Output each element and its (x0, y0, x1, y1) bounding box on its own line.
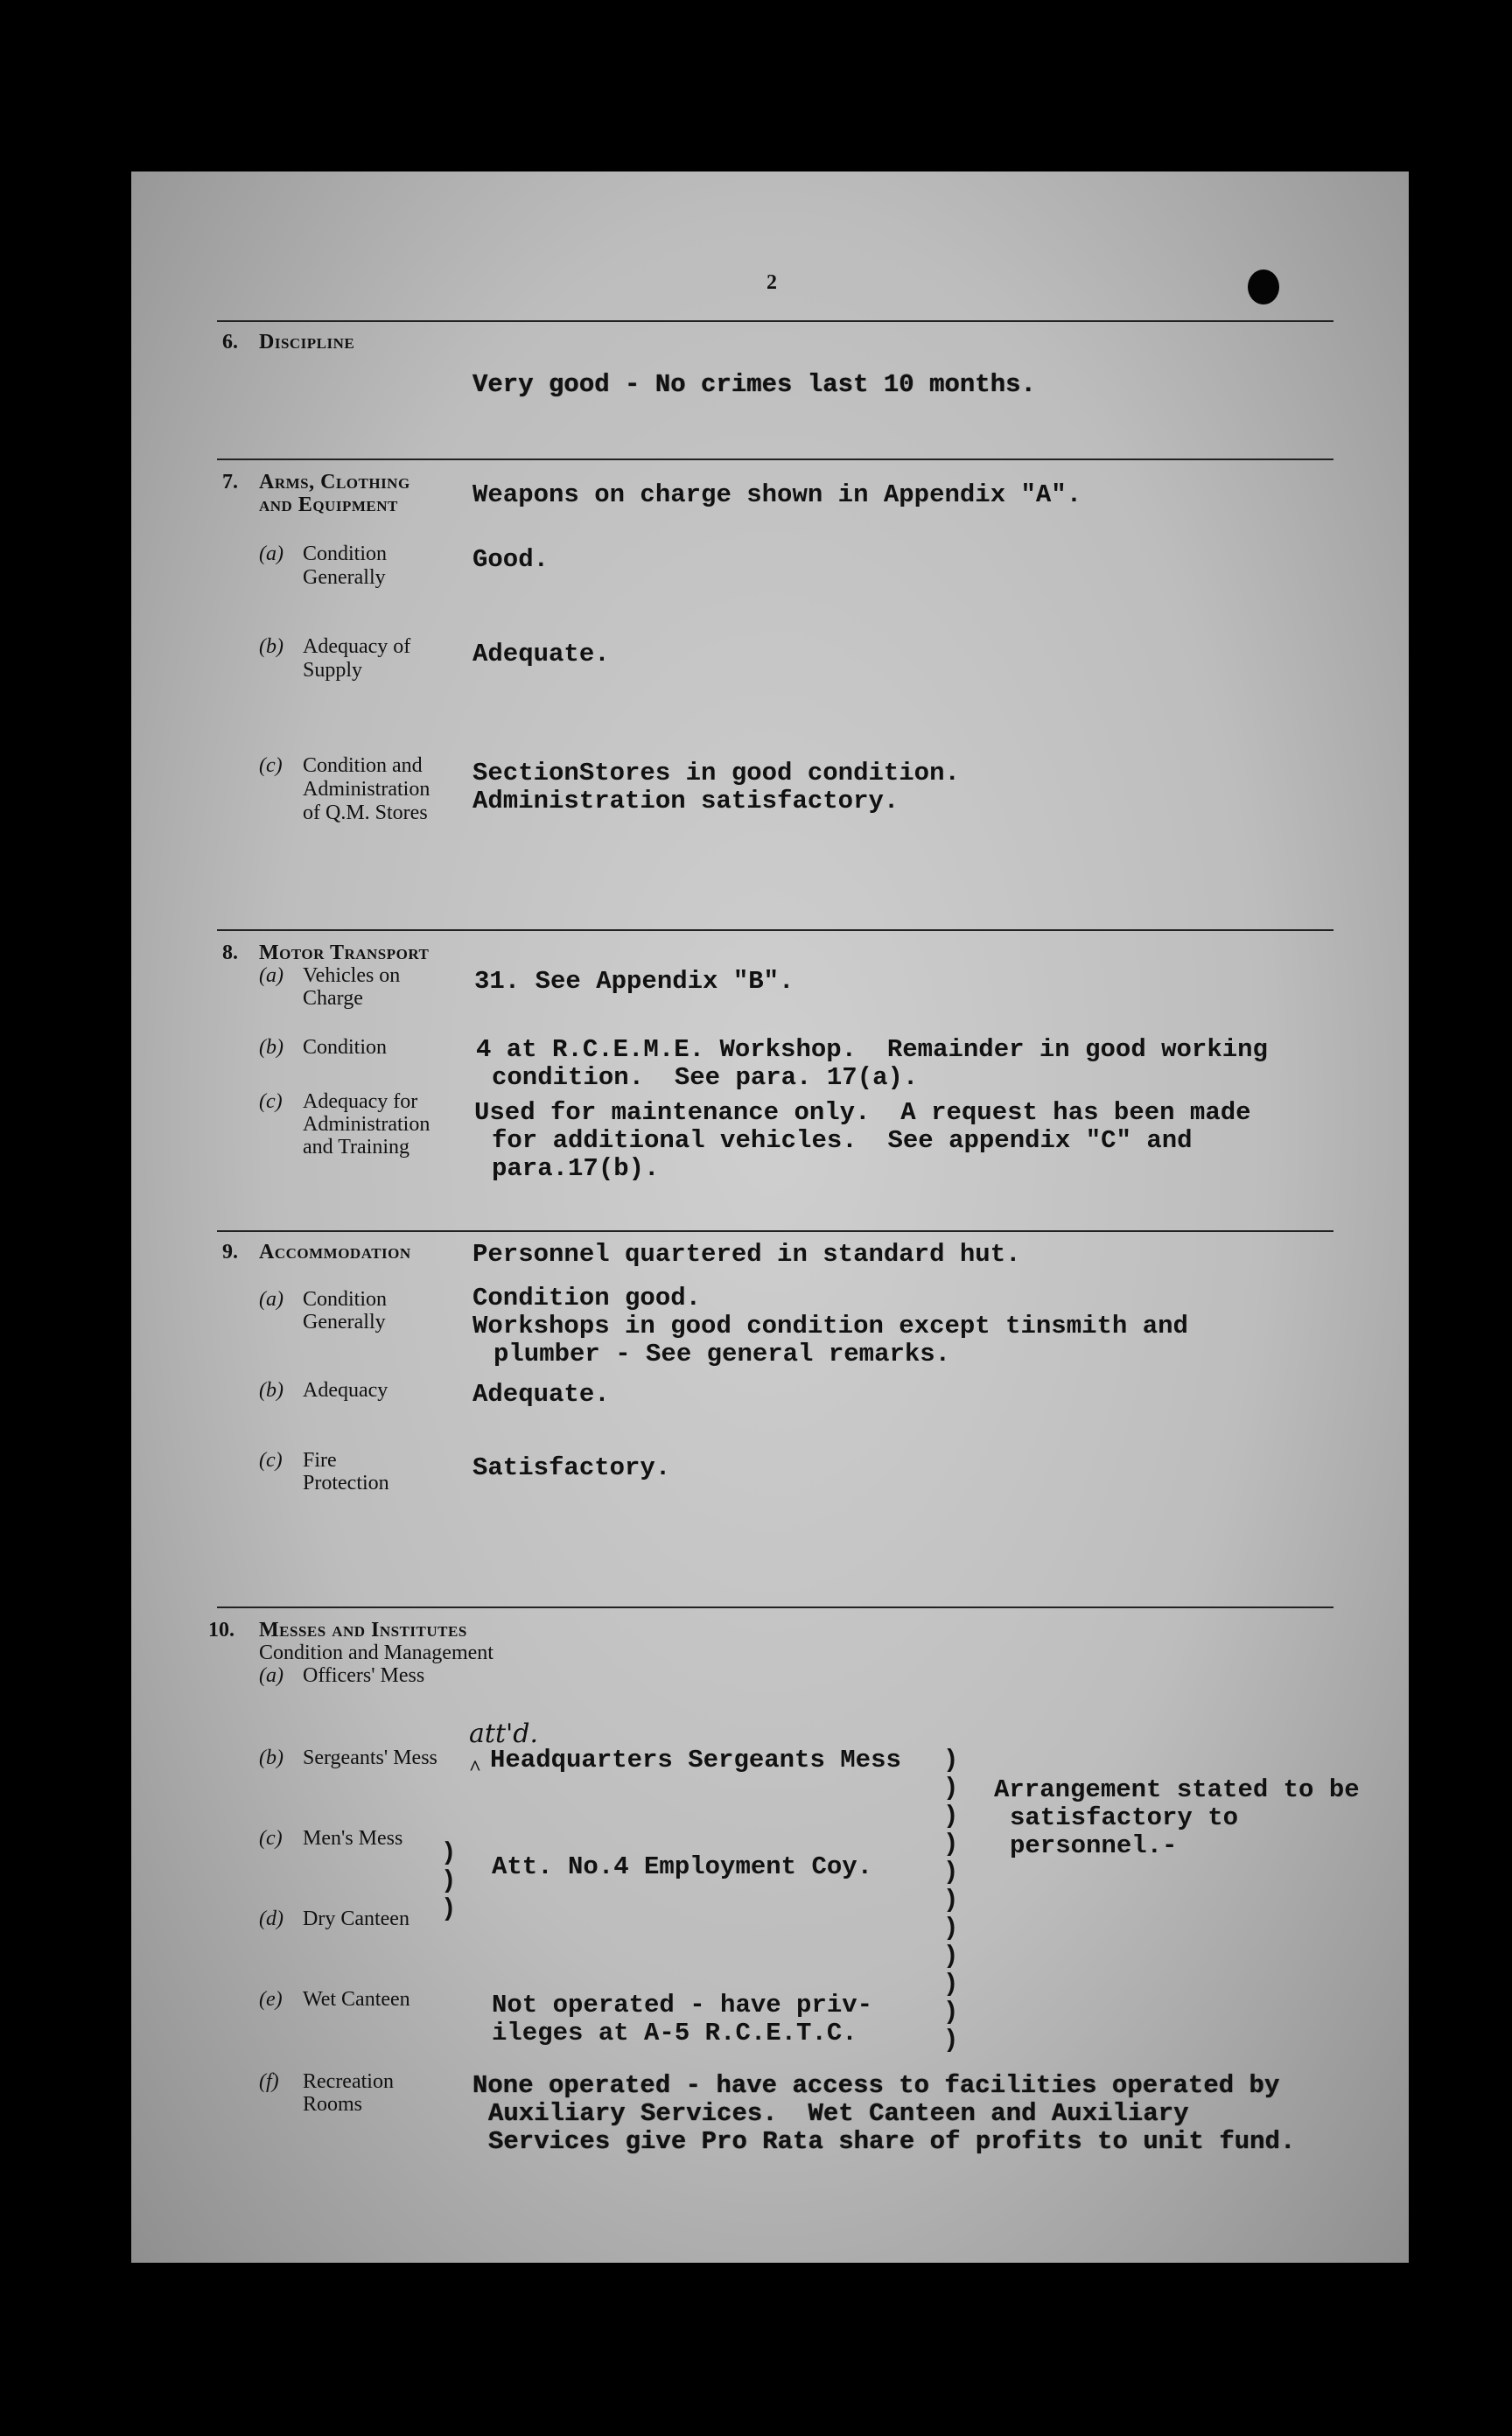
divider (217, 929, 1334, 931)
section-7-heading-line2: and Equipment (259, 494, 398, 516)
item-value: Auxiliary Services. Wet Canteen and Auxiliary (488, 2099, 1189, 2128)
item-title: Administration (303, 1113, 430, 1136)
section-7-heading-line1: Arms, Clothing (259, 471, 410, 494)
item-value: condition. See para. 17(a). (492, 1063, 919, 1092)
item-title: Wet Canteen (303, 1988, 410, 2011)
item-title: Adequacy (303, 1379, 388, 1402)
item-label: (b) (259, 1379, 284, 1402)
remark-line: satisfactory to (1010, 1803, 1239, 1832)
item-value: Att. No.4 Employment Coy. (492, 1852, 873, 1881)
section-10-subheading: Condition and Management (259, 1642, 494, 1664)
item-title: Adequacy of (303, 635, 411, 658)
item-title: Generally (303, 566, 386, 589)
section-8-heading: Motor Transport (259, 942, 430, 964)
section-6-number: 6. (222, 331, 238, 354)
item-title: Dry Canteen (303, 1908, 410, 1930)
item-label: (c) (259, 754, 283, 777)
item-label: (a) (259, 542, 284, 565)
item-title: and Training (303, 1136, 410, 1158)
item-title: Fire (303, 1449, 337, 1472)
item-value: for additional vehicles. See appendix "C" and (492, 1126, 1193, 1155)
item-value: Headquarters Sergeants Mess (490, 1746, 901, 1774)
item-value: Administration satisfactory. (472, 787, 900, 816)
handwritten-annotation: att'd. (469, 1718, 538, 1749)
bracket: ) (943, 1970, 959, 1998)
section-7-number: 7. (222, 471, 238, 494)
item-title: Generally (303, 1311, 386, 1334)
item-value: Services give Pro Rata share of profits to unit fund. (488, 2127, 1296, 2156)
bracket: ) (943, 2026, 959, 2054)
insertion-caret: ^ (469, 1757, 481, 1780)
section-9-number: 9. (222, 1241, 238, 1264)
accommodation-intro: Personnel quartered in standard hut. (472, 1240, 1021, 1269)
remark-line: Arrangement stated to be (994, 1775, 1360, 1804)
item-label: (f) (259, 2070, 279, 2093)
item-label: (c) (259, 1827, 283, 1850)
item-label: (c) (259, 1449, 283, 1472)
item-title: Adequacy for (303, 1090, 418, 1113)
section-8-number: 8. (222, 942, 238, 964)
section-6-heading: Discipline (259, 331, 355, 354)
arms-intro: Weapons on charge shown in Appendix "A". (472, 480, 1082, 509)
item-label: (a) (259, 1288, 284, 1311)
item-title: Condition (303, 1288, 388, 1311)
item-value: None operated - have access to facilities operated by (472, 2071, 1280, 2100)
divider (217, 1230, 1334, 1232)
section-9-heading: Accommodation (259, 1241, 411, 1264)
item-title: Men's Mess (303, 1827, 403, 1850)
item-title: Protection (303, 1472, 389, 1494)
item-value: Condition good. (472, 1284, 702, 1312)
item-title: of Q.M. Stores (303, 802, 428, 824)
page-number: 2 (766, 271, 777, 294)
item-title: Recreation (303, 2070, 394, 2093)
bracket: ) (943, 1746, 959, 1774)
item-title: Vehicles on (303, 964, 401, 987)
section-10-heading: Messes and Institutes (259, 1619, 467, 1642)
divider (217, 458, 1334, 460)
discipline-text: Very good - No crimes last 10 months. (472, 370, 1036, 399)
bracket: ) (943, 1774, 959, 1802)
item-title: Charge (303, 987, 363, 1010)
item-value: Used for maintenance only. A request has been made (474, 1098, 1251, 1127)
item-title: Rooms (303, 2093, 363, 2116)
divider (217, 1606, 1334, 1608)
item-label: (b) (259, 1036, 284, 1059)
item-title: Officers' Mess (303, 1664, 425, 1687)
bracket: ) (943, 1886, 959, 1914)
bracket: ) (943, 1942, 959, 1970)
item-title: Administration (303, 778, 430, 801)
bracket: ) (441, 1866, 457, 1895)
item-label: (a) (259, 1664, 284, 1687)
item-label: (b) (259, 1746, 284, 1769)
punch-hole (1248, 270, 1279, 304)
item-title: Condition and (303, 754, 423, 777)
item-value: 4 at R.C.E.M.E. Workshop. Remainder in good working (476, 1035, 1268, 1064)
item-value: ileges at A-5 R.C.E.T.C. (492, 2019, 858, 2048)
section-10-number: 10. (208, 1619, 234, 1642)
item-label: (d) (259, 1908, 284, 1930)
item-title: Condition (303, 1036, 388, 1059)
item-value: Workshops in good condition except tinsmith and (472, 1312, 1188, 1340)
bracket: ) (441, 1894, 457, 1923)
item-value: Adequate. (472, 640, 610, 668)
item-title: Condition (303, 542, 388, 565)
item-value: Good. (472, 545, 550, 574)
item-value: plumber - See general remarks. (494, 1340, 951, 1368)
item-value: 31. See Appendix "B". (474, 967, 794, 996)
item-label: (a) (259, 964, 284, 987)
item-value: SectionStores in good condition. (472, 759, 960, 788)
item-value: Not operated - have priv- (492, 1991, 873, 2020)
item-title: Sergeants' Mess (303, 1746, 438, 1769)
divider (217, 320, 1334, 322)
bracket: ) (943, 1802, 959, 1830)
item-label: (b) (259, 635, 284, 658)
bracket: ) (943, 1914, 959, 1942)
bracket: ) (943, 1830, 959, 1858)
item-value: Adequate. (472, 1380, 610, 1409)
bracket: ) (943, 1998, 959, 2026)
bracket: ) (441, 1838, 457, 1867)
item-label: (e) (259, 1988, 283, 2011)
item-value: para.17(b). (492, 1154, 660, 1183)
item-title: Supply (303, 659, 363, 682)
item-value: Satisfactory. (472, 1453, 671, 1482)
remark-line: personnel.- (1010, 1831, 1178, 1860)
document-page (131, 172, 1409, 2263)
item-label: (c) (259, 1090, 283, 1113)
bracket: ) (943, 1858, 959, 1886)
